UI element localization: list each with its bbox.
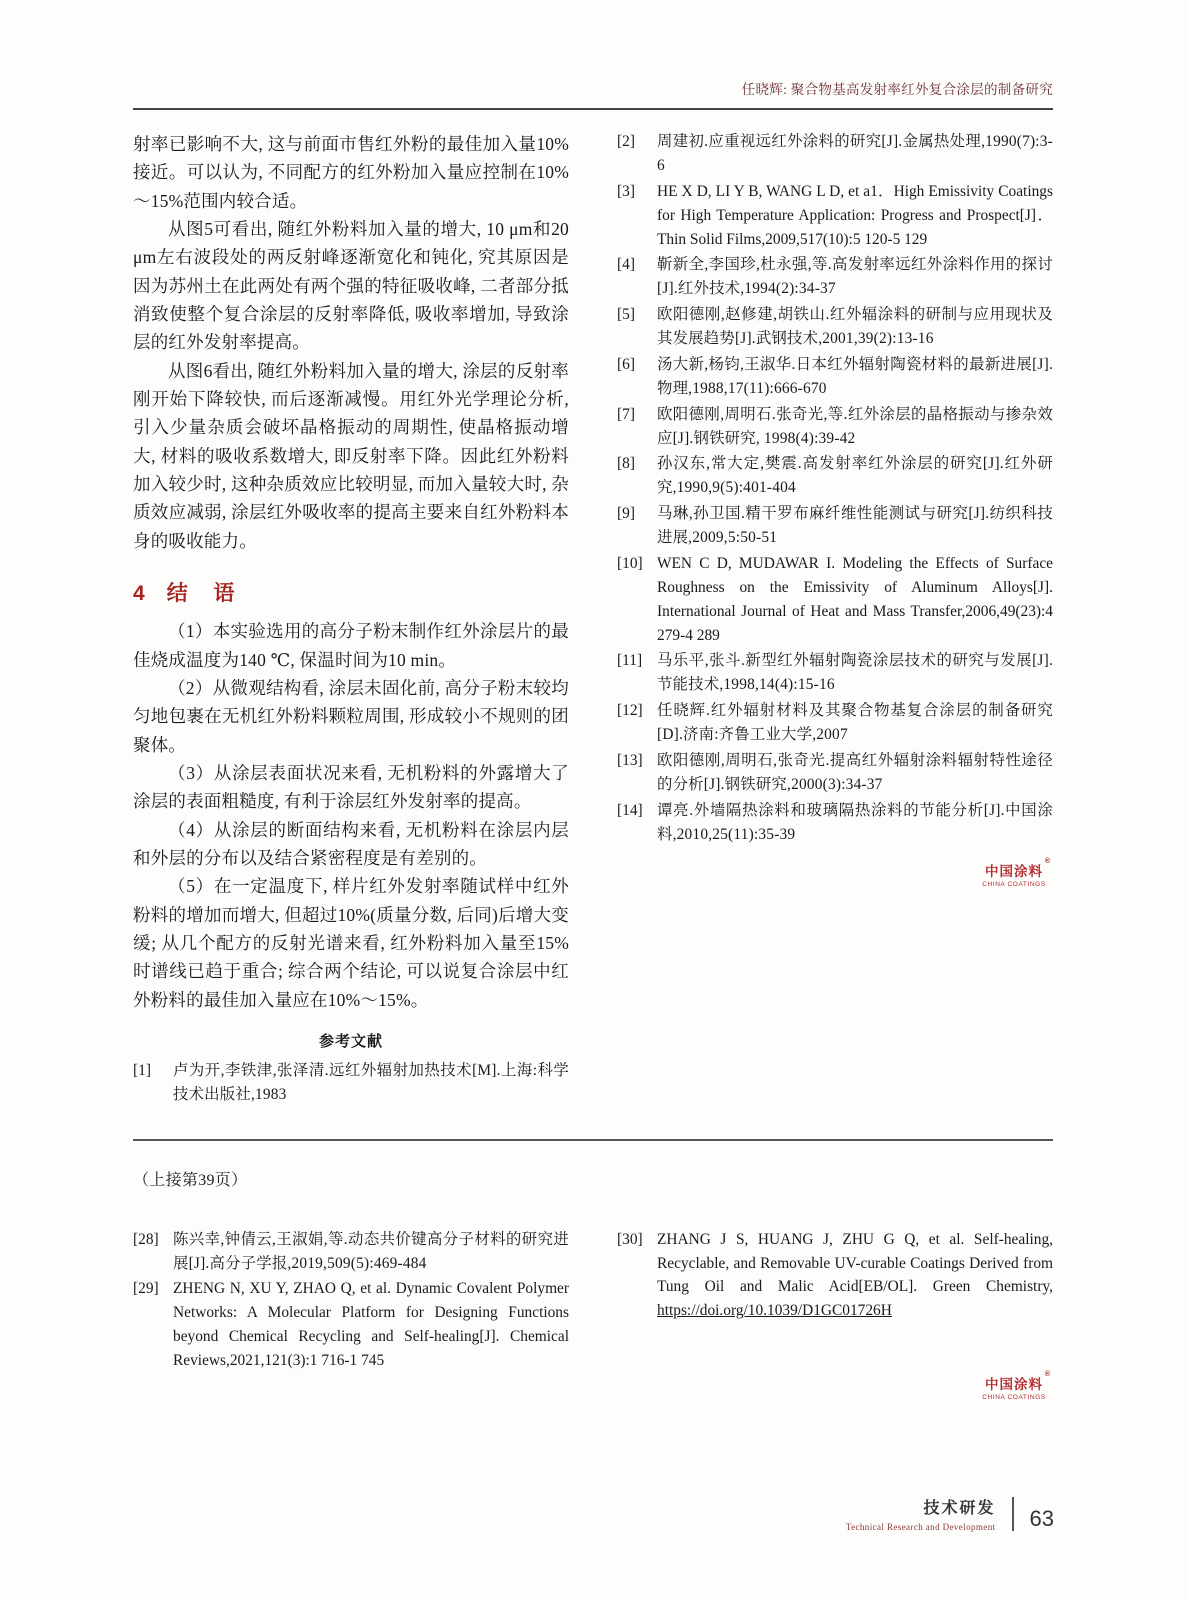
- reference-text: 孙汉东,常大定,樊震.高发射率红外涂层的研究[J].红外研究,1990,9(5):401-404: [657, 455, 1053, 497]
- reference-item: [617, 353, 1053, 401]
- reference-number: [29]: [133, 1280, 159, 1298]
- reference-item: [617, 749, 1053, 797]
- section-heading: [133, 577, 569, 607]
- reference-list: [133, 1059, 569, 1107]
- reference-text: 靳新全,李国珍,杜永强,等.高发射率远红外涂料作用的探讨[J].红外技术,1994(2):34-37: [657, 256, 1053, 298]
- conclusion-item: （3）从涂层表面状况来看, 无机粉料的外露增大了涂层的表面粗糙度, 有利于涂层红外发射率的提高。: [133, 762, 569, 812]
- footer-section-en: Technical Research and Development: [845, 1521, 996, 1532]
- reference-item: [617, 502, 1053, 550]
- china-coatings-logo: [975, 1373, 1053, 1401]
- reference-item: [617, 180, 1053, 252]
- reference-item: [617, 130, 1053, 178]
- reference-doi-link[interactable]: https://doi.org/10.1039/D1GC01726H: [657, 1302, 892, 1320]
- china-coatings-logo: [975, 860, 1053, 888]
- reference-item: [617, 799, 1053, 847]
- reference-number: [30]: [617, 1230, 643, 1248]
- reference-text: WEN C D, MUDAWAR I. Modeling the Effects of Surface Roughness on the Emissivity of Aluminum Alloys[J]. International Journal of Heat and Mass Transfer,2006,49(23):4 279-4 289: [657, 554, 1053, 644]
- right-column: [617, 130, 1053, 1109]
- reference-number: [9]: [617, 505, 635, 523]
- reference-text: 欧阳德刚,周明石,张奇光.提高红外辐射涂料辐射特性途径的分析[J].钢铁研究,2000(3):34-37: [657, 751, 1053, 793]
- references-heading: 参考文献: [318, 1033, 383, 1050]
- logo-registered-mark: ®: [1044, 1371, 1051, 1379]
- reference-number: [1]: [133, 1061, 151, 1079]
- logo-en-text: CHINA COATINGS: [982, 1394, 1046, 1402]
- continuation-right-column: [617, 1228, 1053, 1420]
- reference-number: [12]: [617, 702, 643, 720]
- paragraph: 从图5可看出, 随红外粉料加入量的增大, 10 μm和20 μm左右波段处的两反射峰逐渐宽化和钝化, 究其原因是因为苏州土在此两处有两个强的特征吸收峰, 二者部分抵消致使整个复合涂层的反射率降低, 吸收率增加, 导致涂层的红外发射率提高。: [133, 219, 569, 353]
- reference-text: ZHANG J S, HUANG J, ZHU G Q, et al. Self-healing, Recyclable, and Removable UV-curable Coatings Derived from Tung Oil and Malic Acid[EB/OL]. Green Chemistry,: [657, 1230, 1053, 1296]
- reference-text: 周建初.应重视远红外涂料的研究[J].金属热处理,1990(7):3-6: [657, 133, 1053, 174]
- reference-number: [28]: [133, 1230, 159, 1248]
- reference-number: [8]: [617, 455, 635, 473]
- reference-item: [617, 649, 1053, 697]
- logo-en-text: CHINA COATINGS: [982, 881, 1046, 889]
- article-divider: [133, 1139, 1053, 1141]
- reference-item: [617, 1228, 1053, 1324]
- reference-list: [617, 130, 1053, 846]
- reference-number: [7]: [617, 405, 635, 423]
- paragraph: 从图6看出, 随红外粉料加入量的增大, 涂层的反射率刚开始下降较快, 而后逐渐减慢。用红外光学理论分析, 引入少量杂质会破坏晶格振动的周期性, 使晶格振动增大, 材料的吸收系数增大, 即反射率下降。因此红外粉料加入较少时, 这种杂质效应比较明显, 而加入量较大时, 杂质效应减弱, 涂层红外吸收率的提高主要来自红外粉料本身的吸收能力。: [133, 360, 569, 551]
- reference-text: HE X D, LI Y B, WANG L D, et a1．High Emissivity Coatings for High Temperature Application: Progress and Prospect[J]．Thin Solid Films,2009,517(10):5 120-5 129: [657, 182, 1053, 248]
- page-number: 63: [1029, 1506, 1054, 1531]
- reference-item: [617, 303, 1053, 351]
- reference-item: [133, 1277, 569, 1373]
- reference-text: 汤大新,杨钧,王淑华.日本红外辐射陶瓷材料的最新进展[J].物理,1988,17(11):666-670: [657, 355, 1053, 397]
- reference-number: [4]: [617, 256, 635, 274]
- reference-text: 卢为开,李铁津,张泽清.远红外辐射加热技术[M].上海:科学技术出版社,1983: [173, 1061, 569, 1103]
- reference-text: 欧阳德刚,赵修建,胡铁山.红外辐涂料的研制与应用现状及其发展趋势[J].武钢技术,2001,39(2):13-16: [657, 306, 1053, 347]
- reference-item: [133, 1059, 569, 1107]
- logo-cn-text: 中国涂料 ®: [985, 858, 1051, 880]
- reference-text: ZHENG N, XU Y, ZHAO Q, et al. Dynamic Covalent Polymer Networks: A Molecular Platform for Designing Functions beyond Chemical Recycling and Self-healing[J]. Chemical Reviews,2021,121(3):1 716-1 745: [173, 1280, 569, 1370]
- paragraph: 射率已影响不大, 这与前面市售红外粉的最佳加入量10%接近。可以认为, 不同配方的红外粉加入量应控制在10%～15%范围内较合适。: [133, 134, 569, 211]
- conclusion-item: （1）本实验选用的高分子粉末制作红外涂层片的最佳烧成温度为140 ℃, 保温时间为10 min。: [133, 621, 569, 670]
- page-content: [133, 78, 1053, 1419]
- left-column: [133, 130, 569, 1109]
- reference-text: 谭亮.外墙隔热涂料和玻璃隔热涂料的节能分析[J].中国涂料,2010,25(11):35-39: [657, 801, 1053, 843]
- reference-number: [5]: [617, 306, 635, 324]
- reference-text: 马琳,孙卫国.精干罗布麻纤维性能测试与研究[J].纺织科技进展,2009,5:50-51: [657, 505, 1053, 546]
- conclusion-item: （5）在一定温度下, 样片红外发射率随试样中红外粉料的增加而增大, 但超过10%(质量分数, 后同)后增大变缓; 从几个配方的反射光谱来看, 红外粉料加入量至15%时谱线已趋于重合; 综合两个结论, 可以说复合涂层中红外粉料的最佳加入量应在10%～15%。: [133, 876, 569, 1010]
- reference-text: 陈兴幸,钟倩云,王淑娟,等.动态共价键高分子材料的研究进展[J].高分子学报,2019,509(5):469-484: [173, 1230, 569, 1272]
- conclusion-item: （2）从微观结构看, 涂层未固化前, 高分子粉末较均匀地包裹在无机红外粉料颗粒周围, 形成较小不规则的团聚体。: [133, 677, 569, 755]
- continuation-columns: [133, 1228, 1053, 1420]
- reference-number: [10]: [617, 554, 643, 572]
- footer-divider: [1012, 1497, 1014, 1531]
- section-title: 结 语: [166, 582, 245, 606]
- reference-text: 欧阳德刚,周明石.张奇光,等.红外涂层的晶格振动与掺杂效应[J].钢铁研究, 1998(4):39-42: [657, 405, 1053, 447]
- header-rule: [133, 108, 1053, 110]
- continuation-note: （上接第39页）: [133, 1171, 248, 1189]
- running-header: 任晓辉: 聚合物基高发射率红外复合涂层的制备研究: [741, 82, 1053, 97]
- reference-item: [617, 699, 1053, 747]
- main-columns: [133, 130, 1053, 1109]
- footer-section-cn: 技术研发: [923, 1500, 996, 1518]
- reference-number: [3]: [617, 182, 635, 200]
- reference-list: [133, 1228, 569, 1373]
- footer-section-label: [846, 1500, 996, 1532]
- page-footer: [846, 1497, 1054, 1532]
- reference-number: [11]: [617, 652, 643, 670]
- reference-item: [133, 1228, 569, 1276]
- reference-number: [2]: [617, 133, 635, 150]
- section-number: 4: [133, 582, 155, 606]
- reference-number: [13]: [617, 751, 643, 769]
- continuation-left-column: [133, 1228, 569, 1420]
- reference-item: [617, 403, 1053, 451]
- reference-number: [6]: [617, 355, 635, 373]
- reference-text: 任晓辉.红外辐射材料及其聚合物基复合涂层的制备研究[D].济南:齐鲁工业大学,2007: [657, 702, 1053, 743]
- reference-item: [617, 552, 1053, 648]
- reference-list: [617, 1228, 1053, 1324]
- logo-registered-mark: ®: [1044, 858, 1051, 866]
- reference-item: [617, 253, 1053, 301]
- reference-text: 马乐平,张斗.新型红外辐射陶瓷涂层技术的研究与发展[J].节能技术,1998,14(4):15-16: [657, 652, 1053, 694]
- conclusion-item: （4）从涂层的断面结构来看, 无机粉料在涂层内层和外层的分布以及结合紧密程度是有差别的。: [133, 819, 569, 868]
- logo-cn-text: 中国涂料 ®: [985, 1371, 1051, 1393]
- reference-item: [617, 452, 1053, 500]
- reference-number: [14]: [617, 801, 643, 819]
